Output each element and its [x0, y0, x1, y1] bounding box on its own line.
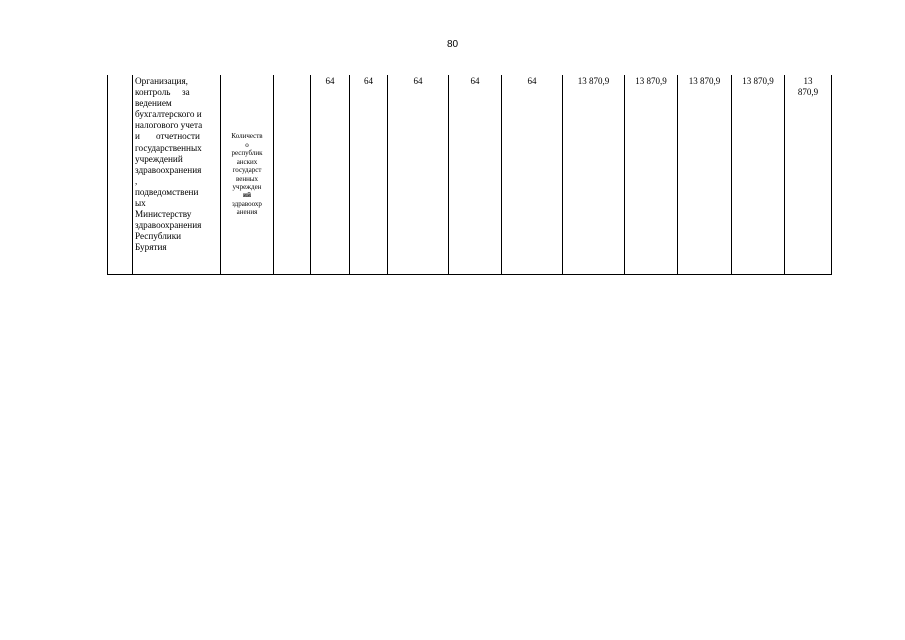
activity-name-line: ых	[135, 198, 146, 209]
count-value: 64	[413, 76, 423, 86]
page-number: 80	[446, 39, 459, 50]
unit-line: ий	[242, 191, 252, 200]
unit-line: учрежден	[232, 182, 262, 191]
data-table	[107, 75, 832, 275]
activity-name-line: учреждений	[135, 153, 183, 164]
activity-name-line: ведением	[135, 98, 172, 109]
activity-name-line: здравоохранения	[135, 164, 202, 175]
count-value: 64	[527, 76, 537, 86]
empty-cell	[274, 75, 311, 275]
activity-name-line: Организация,	[135, 76, 188, 86]
activity-name-cell	[133, 75, 221, 275]
index-cell	[108, 75, 133, 275]
activity-name-line: и отчетности	[135, 131, 200, 142]
count-cell	[449, 75, 502, 275]
activity-name-line: Республики	[135, 231, 182, 242]
unit-of-measure-cell	[221, 75, 274, 275]
amount-value: 13 870,9	[742, 76, 774, 86]
unit-line: о	[245, 140, 249, 149]
count-value: 64	[325, 76, 335, 86]
activity-name-line: ,	[135, 175, 138, 186]
count-value: 64	[470, 76, 480, 86]
amount-cell	[625, 75, 678, 275]
unit-line: анения	[236, 208, 258, 217]
activity-name-line: налогового учета	[135, 120, 203, 131]
activity-name-line: подведомствени	[135, 186, 199, 197]
unit-line: Количеств	[231, 132, 263, 141]
count-value: 64	[364, 76, 373, 86]
table-row	[108, 75, 832, 275]
amount-value: 13 870,9	[635, 76, 667, 86]
count-cell	[350, 75, 388, 275]
amount-cell	[785, 75, 832, 275]
count-cell	[502, 75, 563, 275]
amount-cell	[563, 75, 625, 275]
activity-name-line: Министерству	[135, 209, 192, 220]
amount-value-part: 13	[803, 76, 813, 86]
amount-value-part: 870,9	[797, 87, 819, 97]
activity-name-line: бухгалтерского и	[135, 109, 202, 120]
count-cell	[388, 75, 449, 275]
activity-name-line: государственных	[135, 142, 202, 153]
amount-cell	[678, 75, 732, 275]
activity-name-line: здравоохранения	[135, 220, 202, 231]
amount-value: 13 870,9	[577, 76, 610, 86]
unit-line: государст	[232, 166, 262, 175]
unit-line: венных	[235, 174, 259, 183]
unit-line: республик	[231, 149, 263, 158]
unit-line: здравоохр	[232, 199, 262, 208]
activity-name-line: контроль за	[135, 87, 190, 98]
amount-cell	[732, 75, 785, 275]
count-cell	[311, 75, 350, 275]
activity-name-line: Бурятия	[135, 242, 167, 253]
unit-line: анских	[236, 157, 258, 166]
amount-value: 13 870,9	[688, 76, 721, 86]
